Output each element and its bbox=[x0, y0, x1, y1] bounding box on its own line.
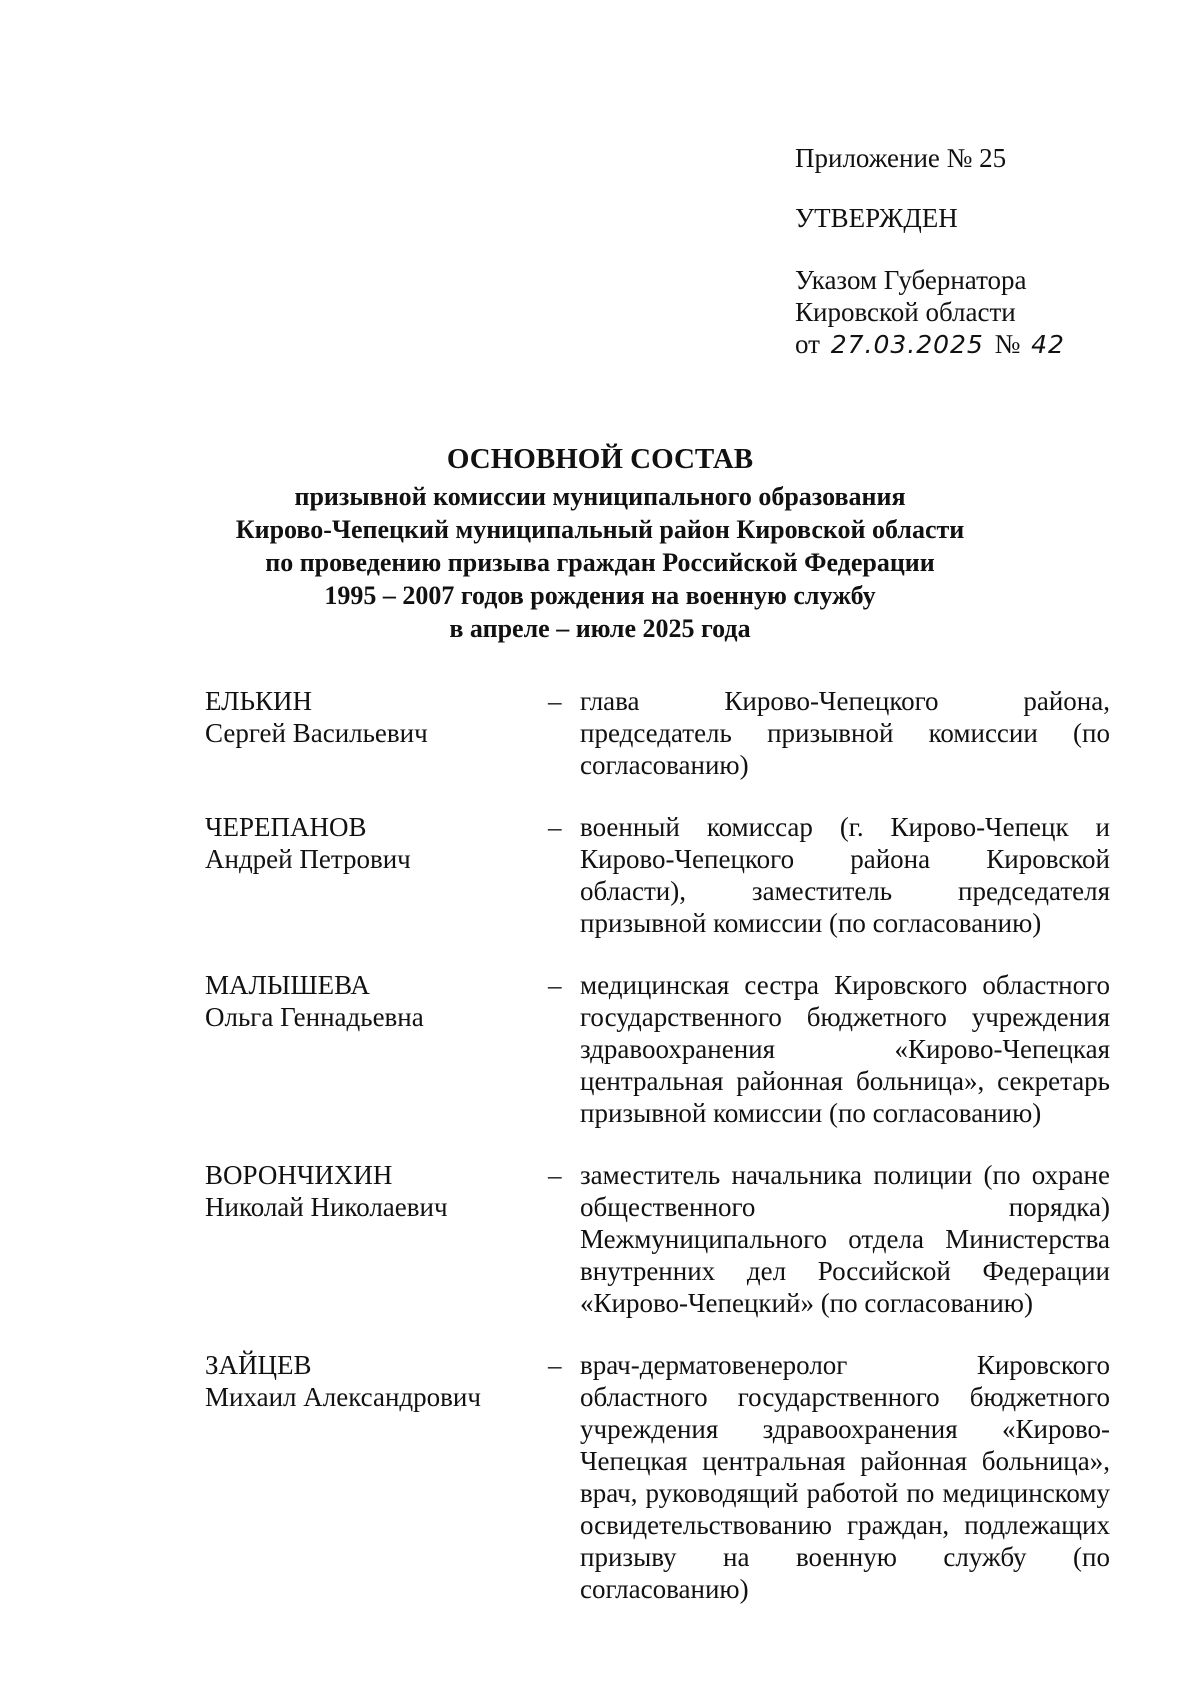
decree-line-1: Указом Губернатора bbox=[795, 265, 1027, 295]
decree-date-line bbox=[795, 328, 1175, 361]
title-line: 1995 – 2007 годов рождения на военную службу bbox=[324, 581, 876, 610]
member-role: заместитель начальника полиции (по охране общественного порядка) Межмуниципального отдела Министерства внутренних дел Российской Федерации «Кирово-Чепецкий» (по согласованию) bbox=[580, 1160, 1110, 1318]
member-given-names: Михаил Александрович bbox=[205, 1382, 481, 1412]
dash-separator: – bbox=[548, 812, 562, 842]
approved-label: УТВЕРЖДЕН bbox=[795, 203, 958, 233]
member-given-names: Сергей Васильевич bbox=[205, 718, 428, 748]
member-name bbox=[205, 685, 548, 781]
dash-separator: – bbox=[548, 1160, 562, 1190]
handwritten-number: 42 bbox=[1031, 330, 1065, 359]
member-surname: ВОРОНЧИХИН bbox=[205, 1160, 393, 1190]
dash-separator: – bbox=[548, 970, 562, 1000]
member-surname: ЗАЙЦЕВ bbox=[205, 1350, 312, 1380]
member-entry bbox=[205, 685, 1110, 781]
member-name bbox=[205, 1159, 548, 1319]
document-title bbox=[150, 440, 1050, 645]
member-surname: ЕЛЬКИН bbox=[205, 686, 312, 716]
appendix-number: Приложение № 25 bbox=[795, 143, 1007, 173]
member-role: медицинская сестра Кировского областного государственного бюджетного учреждения здравоохранения «Кирово-Чепецкая центральная районная больница», секретарь призывной комиссии (по согласованию) bbox=[580, 970, 1110, 1128]
title-line: в апреле – июле 2025 года bbox=[449, 614, 751, 643]
member-role: врач-дерматовенеролог Кировского областного государственного бюджетного учреждения здравоохранения «Кирово-Чепецкая центральная районная больница», врач, руководящий работой по медицинскому освидетельствованию граждан, подлежащих призыву на военную службу (по согласованию) bbox=[580, 1350, 1110, 1604]
member-entry bbox=[205, 1349, 1110, 1605]
member-surname: ЧЕРЕПАНОВ bbox=[205, 812, 367, 842]
member-entry bbox=[205, 811, 1110, 939]
title-line: призывной комиссии муниципального образования bbox=[294, 482, 906, 511]
member-name bbox=[205, 1349, 548, 1605]
title-line: по проведению призыва граждан Российской Федерации bbox=[265, 548, 935, 577]
member-role: военный комиссар (г. Кирово-Чепецк и Кирово-Чепецкого района Кировской области), заместитель председателя призывной комиссии (по согласованию) bbox=[580, 812, 1110, 938]
members-list bbox=[205, 685, 1110, 1635]
member-role: глава Кирово-Чепецкого района, председатель призывной комиссии (по согласованию) bbox=[580, 686, 1110, 780]
member-surname: МАЛЫШЕВА bbox=[205, 970, 370, 1000]
decree-line-2: Кировской области bbox=[795, 297, 1016, 327]
approval-block bbox=[795, 142, 1175, 361]
member-given-names: Ольга Геннадьевна bbox=[205, 1002, 424, 1032]
title-main: ОСНОВНОЙ СОСТАВ bbox=[446, 443, 754, 475]
dash-separator: – bbox=[548, 686, 562, 716]
handwritten-date: 27.03.2025 bbox=[830, 330, 984, 359]
member-entry bbox=[205, 1159, 1110, 1319]
member-name bbox=[205, 811, 548, 939]
member-name bbox=[205, 969, 548, 1129]
member-given-names: Андрей Петрович bbox=[205, 844, 411, 874]
date-prefix: от bbox=[795, 329, 820, 359]
dash-separator: – bbox=[548, 1350, 562, 1380]
member-entry bbox=[205, 969, 1110, 1129]
number-prefix: № bbox=[994, 329, 1021, 359]
member-given-names: Николай Николаевич bbox=[205, 1192, 448, 1222]
title-line: Кирово-Чепецкий муниципальный район Кировской области bbox=[235, 515, 965, 544]
